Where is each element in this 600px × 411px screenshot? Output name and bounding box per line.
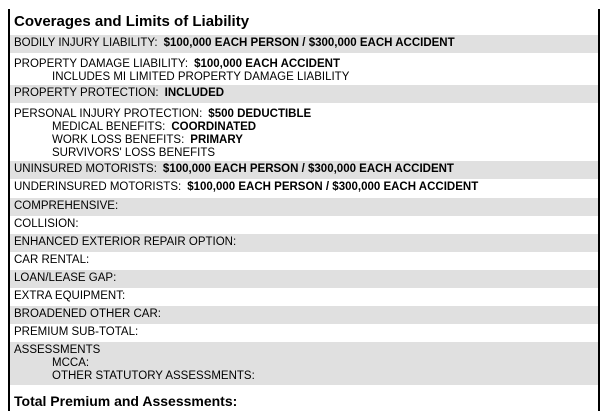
survivors-loss-label: SURVIVORS' LOSS BENEFITS — [52, 147, 216, 159]
uninsured-value: $100,000 EACH PERSON / $300,000 EACH ACCIDENT — [162, 163, 454, 175]
bodily-injury-value: $100,000 EACH PERSON / $300,000 EACH ACCIDENT — [163, 37, 455, 49]
underinsured-label: UNDERINSURED MOTORISTS: — [14, 181, 182, 193]
other-statutory-label: OTHER STATUTORY ASSESSMENTS: — [52, 370, 255, 382]
row-property-damage — [10, 56, 598, 85]
row-collision — [10, 216, 598, 234]
row-comprehensive — [10, 198, 598, 216]
work-loss-value: PRIMARY — [190, 134, 243, 146]
car-rental-label: CAR RENTAL: — [14, 254, 90, 266]
row-broadened-other-car — [10, 306, 598, 324]
loan-lease-gap-label: LOAN/LEASE GAP: — [14, 272, 117, 284]
row-property-protection — [10, 85, 598, 103]
row-car-rental — [10, 252, 598, 270]
row-pip — [10, 106, 598, 161]
work-loss-label: WORK LOSS BENEFITS: — [52, 134, 185, 146]
property-protection-value: INCLUDED — [164, 87, 225, 99]
row-extra-equipment — [10, 288, 598, 306]
assessments-label: ASSESSMENTS — [14, 344, 101, 356]
property-damage-label: PROPERTY DAMAGE LIABILITY: — [14, 58, 189, 70]
property-damage-value: $100,000 EACH ACCIDENT — [194, 58, 340, 70]
collision-label: COLLISION: — [14, 218, 79, 230]
row-premium-subtotal — [10, 324, 598, 342]
total-premium-label: Total Premium and Assessments: — [14, 393, 238, 409]
bodily-injury-label: BODILY INJURY LIABILITY: — [14, 37, 158, 49]
row-loan-lease-gap — [10, 270, 598, 288]
row-enhanced-exterior — [10, 234, 598, 252]
row-uninsured — [10, 161, 598, 179]
medical-benefits-value: COORDINATED — [171, 121, 257, 133]
pip-value: $500 DEDUCTIBLE — [208, 108, 312, 120]
medical-benefits-label: MEDICAL BENEFITS: — [52, 121, 166, 133]
property-protection-label: PROPERTY PROTECTION: — [14, 87, 159, 99]
mcca-label: MCCA: — [52, 357, 90, 369]
comprehensive-label: COMPREHENSIVE: — [14, 200, 119, 212]
row-assessments — [10, 342, 598, 385]
enhanced-exterior-label: ENHANCED EXTERIOR REPAIR OPTION: — [14, 236, 237, 248]
pip-label: PERSONAL INJURY PROTECTION: — [14, 108, 203, 120]
property-damage-note: INCLUDES MI LIMITED PROPERTY DAMAGE LIABILITY — [52, 71, 350, 83]
row-bodily-injury — [10, 35, 598, 53]
underinsured-value: $100,000 EACH PERSON / $300,000 EACH ACCIDENT — [187, 181, 479, 193]
premium-subtotal-label: PREMIUM SUB-TOTAL: — [14, 326, 139, 338]
section-title: Coverages and Limits of Liability — [14, 13, 250, 30]
row-underinsured — [10, 179, 598, 198]
coverage-document — [8, 9, 600, 411]
broadened-other-car-label: BROADENED OTHER CAR: — [14, 308, 161, 320]
uninsured-label: UNINSURED MOTORISTS: — [14, 163, 157, 175]
extra-equipment-label: EXTRA EQUIPMENT: — [14, 290, 126, 302]
